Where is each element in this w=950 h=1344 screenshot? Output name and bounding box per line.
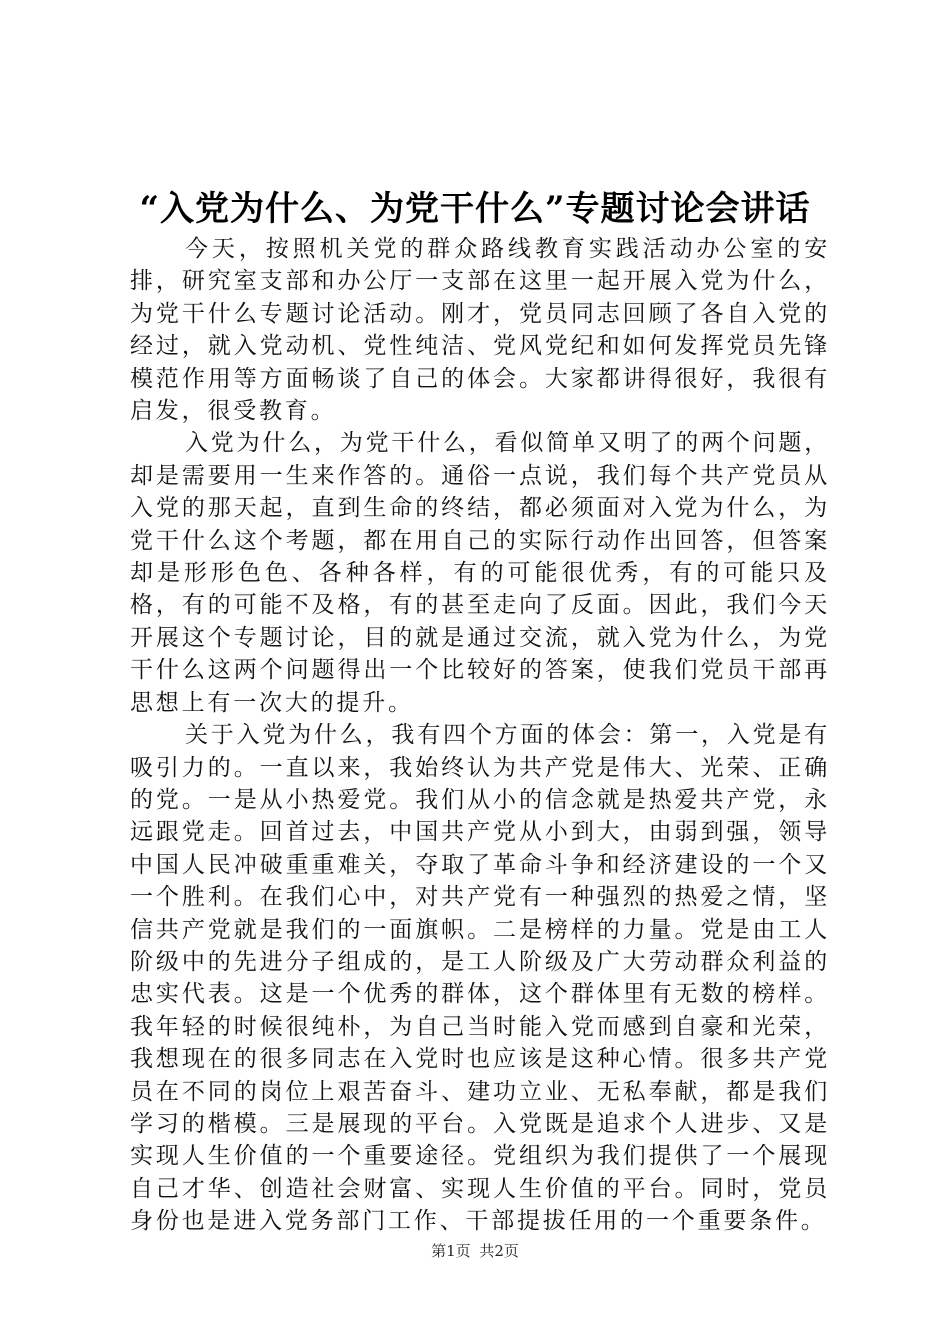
paragraph: 入党为什么，为党干什么，看似简单又明了的两个问题，却是需要用一生来作答的。通俗一点说，我们每个共产党员从入党的那天起，直到生命的终结，都必须面对入党为什么，为党干什么这个考题，都在用自己的实际行动作出回答，但答案却是形形色色、各种各样，有的可能很优秀，有的可能只及格，有的可能不及格，有的甚至走向了反面。因此，我们今天开展这个专题讨论，目的就是通过交流，就入党为什么，为党干什么这两个问题得出一个比较好的答案，使我们党员干部再思想上有一次大的提升。 bbox=[130, 430, 830, 716]
document-title: “入党为什么、为党干什么”专题讨论会讲话 bbox=[139, 189, 811, 229]
page-total: 共2页 bbox=[479, 1242, 519, 1260]
document-body bbox=[130, 233, 830, 1238]
page-number: 第1页 bbox=[431, 1242, 471, 1260]
page-footer bbox=[0, 1241, 950, 1261]
paragraph: 关于入党为什么，我有四个方面的体会：第一，入党是有吸引力的。一直以来，我始终认为共产党是伟大、光荣、正确的党。一是从小热爱党。我们从小的信念就是热爱共产党，永远跟党走。回首过去，中国共产党从小到大，由弱到强，领导中国人民冲破重重难关，夺取了革命斗争和经济建设的一个又一个胜利。在我们心中，对共产党有一种强烈的热爱之情，坚信共产党就是我们的一面旗帜。二是榜样的力量。党是由工人阶级中的先进分子组成的，是工人阶级及广大劳动群众利益的忠实代表。这是一个优秀的群体，这个群体里有无数的榜样。我年轻的时候很纯朴，为自己当时能入党而感到自豪和光荣，我想现在的很多同志在入党时也应该是这种心情。很多共产党员在不同的岗位上艰苦奋斗、建功立业、无私奉献，都是我们学习的楷模。三是展现的平台。入党既是追求个人进步、又是实现人生价值的一个重要途径。党组织为我们提供了一个展现自己才华、创造社会财富、实现人生价值的平台。同时，党员身份也是进入党务部门工作、干部提拔任用的一个重要条件。 bbox=[130, 722, 830, 1235]
paragraph: 今天，按照机关党的群众路线教育实践活动办公室的安排，研究室支部和办公厅一支部在这里一起开展入党为什么，为党干什么专题讨论活动。刚才，党员同志回顾了各自入党的经过，就入党动机、党性纯洁、党风党纪和如何发挥党员先锋模范作用等方面畅谈了自己的体会。大家都讲得很好，我很有启发，很受教育。 bbox=[130, 236, 830, 425]
